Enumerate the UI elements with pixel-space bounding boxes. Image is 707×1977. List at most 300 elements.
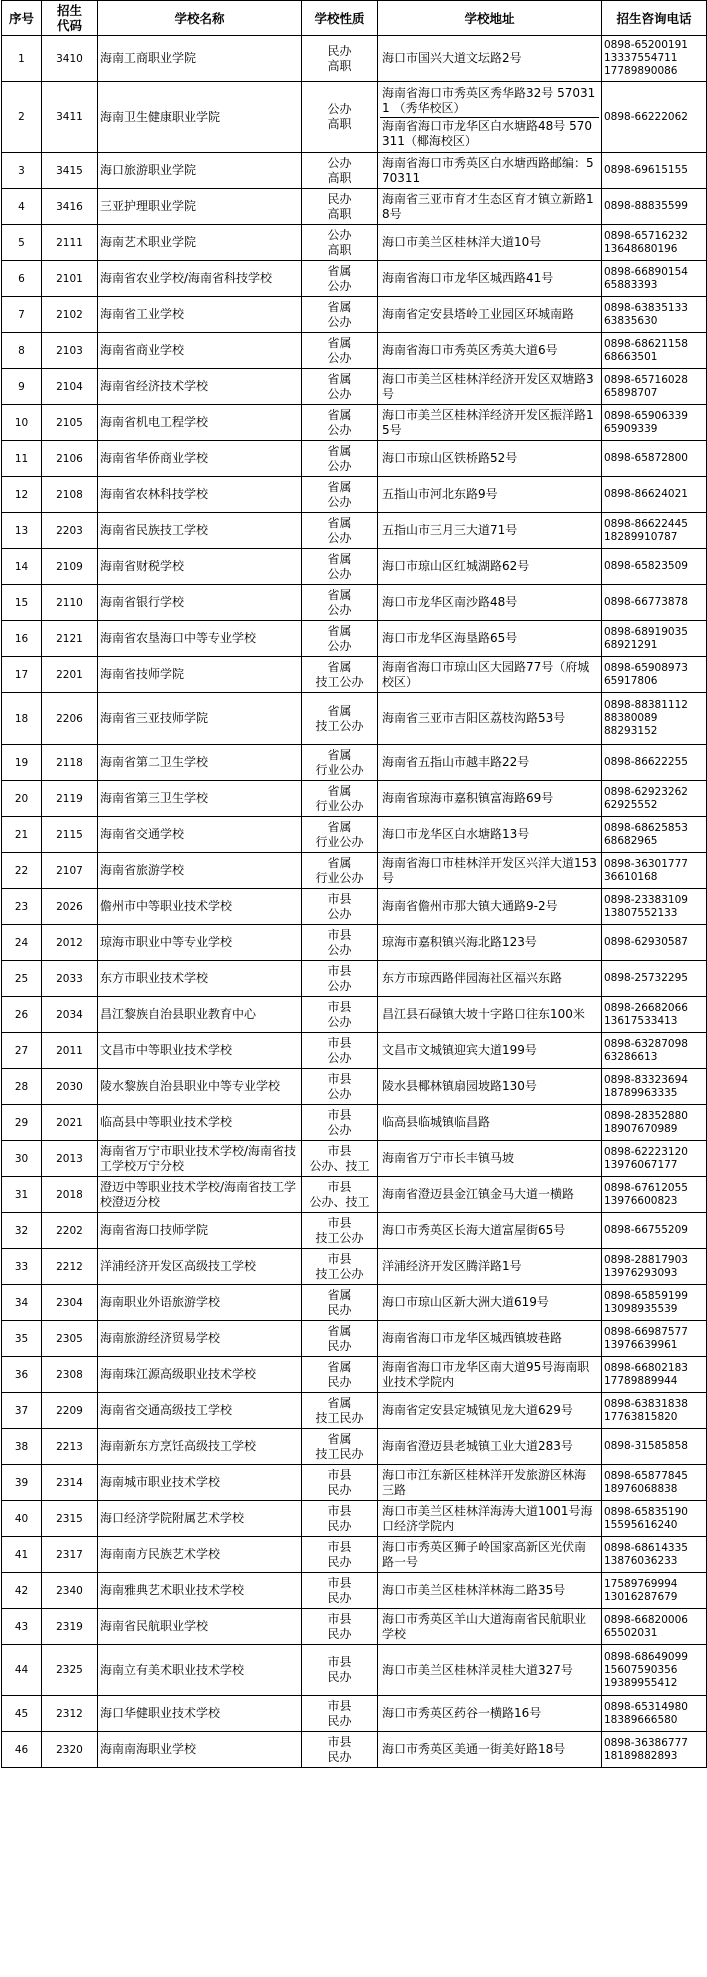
address-line: 海口市秀英区美通一街美好路18号 bbox=[382, 1742, 566, 1756]
address-line: 东方市琼西路伴园海社区福兴东路 bbox=[382, 971, 563, 985]
row-school-name: 东方市职业技术学校 bbox=[98, 961, 302, 997]
phone-number: 0898-66890154 bbox=[604, 265, 688, 278]
row-index: 6 bbox=[2, 261, 42, 297]
row-index: 8 bbox=[2, 333, 42, 369]
school-type-line: 省属 bbox=[327, 299, 352, 314]
row-index: 42 bbox=[2, 1573, 42, 1609]
school-type-line: 省属 bbox=[327, 783, 352, 798]
school-type-line: 公办 bbox=[327, 1014, 352, 1029]
row-code: 2320 bbox=[42, 1732, 98, 1768]
address-line: 海口市龙华区南沙路48号 bbox=[382, 595, 518, 609]
phone-number: 18189882893 bbox=[604, 1749, 678, 1762]
table-row bbox=[2, 549, 707, 585]
table-row bbox=[2, 1645, 707, 1696]
phone-number: 0898-88381112 bbox=[604, 699, 688, 711]
row-phone bbox=[602, 781, 707, 817]
table-row bbox=[2, 1213, 707, 1249]
row-index: 11 bbox=[2, 441, 42, 477]
school-type-line: 省属 bbox=[327, 1323, 352, 1338]
row-index: 1 bbox=[2, 36, 42, 82]
row-phone bbox=[602, 1249, 707, 1285]
table-row bbox=[2, 1573, 707, 1609]
phone-number: 0898-31585858 bbox=[604, 1440, 688, 1452]
row-index: 32 bbox=[2, 1213, 42, 1249]
row-index: 7 bbox=[2, 297, 42, 333]
phone-number: 18789963335 bbox=[604, 1086, 678, 1099]
address-line: 海南省海口市龙华区南大道95号海南职业技术学院内 bbox=[382, 1359, 590, 1389]
row-phone bbox=[602, 297, 707, 333]
row-school-address bbox=[378, 889, 602, 925]
row-index: 19 bbox=[2, 745, 42, 781]
row-phone bbox=[602, 1213, 707, 1249]
school-type-line: 市县 bbox=[327, 1575, 352, 1590]
address-line: 海南省澄迈县老城镇工业大道283号 bbox=[382, 1439, 573, 1453]
school-type-line: 省属 bbox=[327, 659, 352, 674]
row-phone bbox=[602, 1105, 707, 1141]
school-type-line: 市县 bbox=[327, 1698, 352, 1713]
table-row bbox=[2, 36, 707, 82]
table-row bbox=[2, 1249, 707, 1285]
table-row bbox=[2, 153, 707, 189]
school-type-line: 省属 bbox=[327, 587, 352, 602]
row-school-name: 海南省经济技术学校 bbox=[98, 369, 302, 405]
phone-number: 0898-62223120 bbox=[604, 1145, 688, 1158]
row-phone bbox=[602, 549, 707, 585]
school-type-line: 公办 bbox=[327, 422, 352, 437]
address-line: 海南省海口市龙华区城西路41号 bbox=[382, 271, 554, 285]
row-phone bbox=[602, 693, 707, 745]
row-code: 2106 bbox=[42, 441, 98, 477]
row-school-type bbox=[302, 441, 378, 477]
table-row bbox=[2, 513, 707, 549]
row-index: 21 bbox=[2, 817, 42, 853]
phone-number: 0898-65835190 bbox=[604, 1505, 688, 1518]
table-row bbox=[2, 781, 707, 817]
row-school-address bbox=[378, 1213, 602, 1249]
table-row bbox=[2, 189, 707, 225]
row-school-address bbox=[378, 36, 602, 82]
phone-number: 0898-88835599 bbox=[604, 200, 688, 212]
row-school-name: 琼海市职业中等专业学校 bbox=[98, 925, 302, 961]
phone-number: 0898-65716028 bbox=[604, 373, 688, 386]
school-type-line: 市县 bbox=[327, 891, 352, 906]
row-index: 10 bbox=[2, 405, 42, 441]
row-index: 9 bbox=[2, 369, 42, 405]
school-type-line: 高职 bbox=[327, 206, 352, 221]
row-school-address bbox=[378, 369, 602, 405]
row-code: 2115 bbox=[42, 817, 98, 853]
school-type-line: 省属 bbox=[327, 263, 352, 278]
row-school-address bbox=[378, 1465, 602, 1501]
phone-number: 13648680196 bbox=[604, 242, 678, 255]
row-index: 33 bbox=[2, 1249, 42, 1285]
phone-number: 0898-63835133 bbox=[604, 301, 688, 314]
row-school-name: 海南雅典艺术职业技术学校 bbox=[98, 1573, 302, 1609]
row-school-name: 海南职业外语旅游学校 bbox=[98, 1285, 302, 1321]
row-school-name: 海南省万宁市职业技术学校/海南省技工学校万宁分校 bbox=[98, 1141, 302, 1177]
table-row bbox=[2, 1732, 707, 1768]
phone-number: 0898-66222062 bbox=[604, 110, 688, 123]
school-type-line: 市县 bbox=[327, 1107, 352, 1122]
row-code: 2315 bbox=[42, 1501, 98, 1537]
address-line: 海口市秀英区狮子岭国家高新区光伏南路一号 bbox=[382, 1539, 587, 1569]
phone-number: 65917806 bbox=[604, 674, 658, 687]
row-phone bbox=[602, 1177, 707, 1213]
school-type-line: 省属 bbox=[327, 1359, 352, 1374]
row-phone bbox=[602, 1033, 707, 1069]
table-row bbox=[2, 997, 707, 1033]
phone-number: 19389955412 bbox=[604, 1676, 678, 1689]
row-school-type bbox=[302, 621, 378, 657]
school-type-line: 公办、技工 bbox=[309, 1194, 370, 1209]
phone-number: 0898-63831838 bbox=[604, 1397, 688, 1410]
row-index: 17 bbox=[2, 657, 42, 693]
row-school-name: 海南省农林科技学校 bbox=[98, 477, 302, 513]
row-index: 31 bbox=[2, 1177, 42, 1213]
row-phone bbox=[602, 1321, 707, 1357]
row-school-address bbox=[378, 1501, 602, 1537]
row-school-name: 临高县中等职业技术学校 bbox=[98, 1105, 302, 1141]
row-school-type bbox=[302, 1105, 378, 1141]
row-school-type bbox=[302, 1501, 378, 1537]
row-school-address bbox=[378, 657, 602, 693]
row-school-address bbox=[378, 82, 602, 153]
row-index: 28 bbox=[2, 1069, 42, 1105]
row-index: 44 bbox=[2, 1645, 42, 1696]
table-row bbox=[2, 1033, 707, 1069]
table-row bbox=[2, 477, 707, 513]
phone-number: 0898-65877845 bbox=[604, 1469, 688, 1482]
table-row bbox=[2, 1357, 707, 1393]
row-school-type bbox=[302, 1357, 378, 1393]
row-school-type bbox=[302, 1393, 378, 1429]
school-type-line: 市县 bbox=[327, 963, 352, 978]
row-school-name: 三亚护理职业学院 bbox=[98, 189, 302, 225]
row-school-name: 海南省海口技师学院 bbox=[98, 1213, 302, 1249]
row-school-type bbox=[302, 1696, 378, 1732]
row-phone bbox=[602, 153, 707, 189]
phone-number: 0898-66987577 bbox=[604, 1325, 688, 1338]
table-row bbox=[2, 441, 707, 477]
phone-number: 0898-65908973 bbox=[604, 661, 688, 674]
address-line: 海南省三亚市吉阳区荔枝沟路53号 bbox=[382, 711, 566, 725]
row-code: 3415 bbox=[42, 153, 98, 189]
school-type-line: 高职 bbox=[327, 242, 352, 257]
row-school-address bbox=[378, 1033, 602, 1069]
row-school-type bbox=[302, 1321, 378, 1357]
row-phone bbox=[602, 657, 707, 693]
row-code: 2119 bbox=[42, 781, 98, 817]
row-code: 2305 bbox=[42, 1321, 98, 1357]
school-type-line: 高职 bbox=[327, 58, 352, 73]
row-school-name: 海南艺术职业学院 bbox=[98, 225, 302, 261]
school-type-line: 技工公办 bbox=[315, 674, 364, 689]
phone-number: 0898-28817903 bbox=[604, 1253, 688, 1266]
phone-number: 68663501 bbox=[604, 350, 658, 363]
row-code: 2011 bbox=[42, 1033, 98, 1069]
address-line: 海南省海口市琼山区大园路77号（府城校区） bbox=[382, 659, 590, 689]
table-row bbox=[2, 369, 707, 405]
address-line: 洋浦经济开发区腾洋路1号 bbox=[382, 1259, 522, 1273]
row-phone bbox=[602, 1429, 707, 1465]
phone-number: 88293152 bbox=[604, 725, 658, 737]
row-school-address bbox=[378, 549, 602, 585]
row-code: 2101 bbox=[42, 261, 98, 297]
row-index: 3 bbox=[2, 153, 42, 189]
row-code: 2319 bbox=[42, 1609, 98, 1645]
address-line: 海口市江东新区桂林洋开发旅游区林海三路 bbox=[382, 1467, 587, 1497]
row-school-name: 海南南海职业学校 bbox=[98, 1732, 302, 1768]
address-line: 海口市国兴大道文坛路2号 bbox=[382, 51, 522, 65]
row-school-name: 海南省交通高级技工学校 bbox=[98, 1393, 302, 1429]
table-row bbox=[2, 1141, 707, 1177]
row-code: 2034 bbox=[42, 997, 98, 1033]
phone-number: 13976293093 bbox=[604, 1266, 678, 1279]
row-phone bbox=[602, 441, 707, 477]
phone-number: 68682965 bbox=[604, 834, 658, 847]
phone-number: 0898-63287098 bbox=[604, 1037, 688, 1050]
school-type-line: 市县 bbox=[327, 927, 352, 942]
phone-number: 0898-66802183 bbox=[604, 1361, 688, 1374]
row-school-name: 海口旅游职业学院 bbox=[98, 153, 302, 189]
school-type-line: 市县 bbox=[327, 1179, 352, 1194]
row-school-address bbox=[378, 1105, 602, 1141]
row-phone bbox=[602, 1537, 707, 1573]
school-type-line: 省属 bbox=[327, 551, 352, 566]
row-code: 2308 bbox=[42, 1357, 98, 1393]
school-type-line: 公办 bbox=[327, 1122, 352, 1137]
row-phone bbox=[602, 477, 707, 513]
address-line: 海口市秀英区药谷一横路16号 bbox=[382, 1706, 542, 1720]
row-school-type bbox=[302, 82, 378, 153]
row-school-type bbox=[302, 261, 378, 297]
school-type-line: 公办 bbox=[327, 566, 352, 581]
row-school-address bbox=[378, 961, 602, 997]
phone-number: 0898-25732295 bbox=[604, 972, 688, 984]
row-code: 2206 bbox=[42, 693, 98, 745]
school-type-line: 省属 bbox=[327, 855, 352, 870]
table-row bbox=[2, 1609, 707, 1645]
row-code: 2026 bbox=[42, 889, 98, 925]
phone-number: 36610168 bbox=[604, 870, 658, 883]
phone-number: 65898707 bbox=[604, 386, 658, 399]
row-school-name: 澄迈中等职业技术学校/海南省技工学校澄迈分校 bbox=[98, 1177, 302, 1213]
school-type-line: 公办 bbox=[327, 1086, 352, 1101]
address-line: 海南省定安县定城镇见龙大道629号 bbox=[382, 1403, 573, 1417]
row-index: 38 bbox=[2, 1429, 42, 1465]
phone-number: 0898-62930587 bbox=[604, 936, 688, 948]
row-code: 2209 bbox=[42, 1393, 98, 1429]
phone-number: 13976067177 bbox=[604, 1158, 678, 1171]
row-index: 39 bbox=[2, 1465, 42, 1501]
row-school-address bbox=[378, 997, 602, 1033]
phone-number: 0898-67612055 bbox=[604, 1181, 688, 1194]
row-school-type bbox=[302, 693, 378, 745]
table-row bbox=[2, 1501, 707, 1537]
school-type-line: 行业公办 bbox=[315, 834, 364, 849]
row-school-name: 海南省技师学院 bbox=[98, 657, 302, 693]
school-type-line: 民办 bbox=[327, 1554, 352, 1569]
address-line: 海口市秀英区羊山大道海南省民航职业学校 bbox=[382, 1611, 587, 1641]
row-school-name: 海南旅游经济贸易学校 bbox=[98, 1321, 302, 1357]
row-school-type bbox=[302, 997, 378, 1033]
row-phone bbox=[602, 745, 707, 781]
school-type-line: 省属 bbox=[327, 747, 352, 762]
row-school-type bbox=[302, 1141, 378, 1177]
phone-number: 13976600823 bbox=[604, 1194, 678, 1207]
row-index: 4 bbox=[2, 189, 42, 225]
address-line: 海南省海口市秀英区秀英大道6号 bbox=[382, 343, 558, 357]
row-school-address bbox=[378, 925, 602, 961]
row-phone bbox=[602, 961, 707, 997]
school-type-line: 公办 bbox=[327, 978, 352, 993]
row-phone bbox=[602, 925, 707, 961]
school-type-line: 公办 bbox=[327, 1050, 352, 1065]
school-type-line: 民办 bbox=[327, 1338, 352, 1353]
table-row bbox=[2, 961, 707, 997]
table-row bbox=[2, 261, 707, 297]
phone-number: 18976068838 bbox=[604, 1482, 678, 1495]
row-phone bbox=[602, 1141, 707, 1177]
address-line: 海口市龙华区白水塘路13号 bbox=[382, 827, 530, 841]
row-code: 2118 bbox=[42, 745, 98, 781]
table-row bbox=[2, 1285, 707, 1321]
row-index: 16 bbox=[2, 621, 42, 657]
table-body bbox=[2, 36, 707, 1768]
table-row bbox=[2, 1105, 707, 1141]
row-school-address bbox=[378, 225, 602, 261]
phone-number: 65883393 bbox=[604, 278, 658, 291]
row-index: 40 bbox=[2, 1501, 42, 1537]
school-type-line: 公办 bbox=[327, 278, 352, 293]
row-index: 5 bbox=[2, 225, 42, 261]
phone-number: 0898-36301777 bbox=[604, 857, 688, 870]
row-school-name: 海南工商职业学院 bbox=[98, 36, 302, 82]
row-school-address bbox=[378, 1141, 602, 1177]
row-code: 2107 bbox=[42, 853, 98, 889]
row-code: 2304 bbox=[42, 1285, 98, 1321]
address-line: 海口市美兰区桂林洋大道10号 bbox=[382, 235, 542, 249]
school-type-line: 高职 bbox=[327, 117, 352, 131]
row-code: 2104 bbox=[42, 369, 98, 405]
row-index: 12 bbox=[2, 477, 42, 513]
row-index: 41 bbox=[2, 1537, 42, 1573]
row-school-type bbox=[302, 1609, 378, 1645]
row-school-address bbox=[378, 853, 602, 889]
row-index: 14 bbox=[2, 549, 42, 585]
header-code-line-2: 代码 bbox=[56, 18, 82, 33]
row-school-type bbox=[302, 513, 378, 549]
school-type-line: 市县 bbox=[327, 1503, 352, 1518]
address-line: 海南省万宁市长丰镇马坡 bbox=[382, 1151, 515, 1165]
row-index: 29 bbox=[2, 1105, 42, 1141]
row-phone bbox=[602, 1573, 707, 1609]
phone-number: 62925552 bbox=[604, 798, 658, 811]
row-school-type bbox=[302, 853, 378, 889]
table-row bbox=[2, 657, 707, 693]
school-type-line: 公办、技工 bbox=[309, 1158, 370, 1173]
row-school-type bbox=[302, 745, 378, 781]
row-school-name: 洋浦经济开发区高级技工学校 bbox=[98, 1249, 302, 1285]
school-type-line: 公办 bbox=[327, 942, 352, 957]
row-school-type bbox=[302, 549, 378, 585]
phone-number: 0898-65314980 bbox=[604, 1700, 688, 1713]
row-school-name: 海南城市职业技术学校 bbox=[98, 1465, 302, 1501]
school-type-line: 公办 bbox=[327, 906, 352, 921]
school-type-line: 省属 bbox=[327, 623, 352, 638]
row-code: 2105 bbox=[42, 405, 98, 441]
school-type-line: 公办 bbox=[327, 155, 352, 170]
table-row bbox=[2, 1069, 707, 1105]
phone-number: 0898-66773878 bbox=[604, 596, 688, 608]
phone-number: 0898-86624021 bbox=[604, 488, 688, 500]
row-code: 2103 bbox=[42, 333, 98, 369]
school-type-line: 省属 bbox=[327, 371, 352, 386]
row-school-type bbox=[302, 1732, 378, 1768]
table-row bbox=[2, 1465, 707, 1501]
phone-number: 0898-68649099 bbox=[604, 1650, 688, 1663]
row-phone bbox=[602, 369, 707, 405]
row-school-name: 海南省机电工程学校 bbox=[98, 405, 302, 441]
row-code: 2213 bbox=[42, 1429, 98, 1465]
row-index: 24 bbox=[2, 925, 42, 961]
school-type-line: 技工公办 bbox=[315, 1266, 364, 1281]
phone-number: 13976639961 bbox=[604, 1338, 678, 1351]
school-type-line: 市县 bbox=[327, 1035, 352, 1050]
phone-number: 63835630 bbox=[604, 314, 658, 327]
row-school-type bbox=[302, 1573, 378, 1609]
row-index: 18 bbox=[2, 693, 42, 745]
row-phone bbox=[602, 1069, 707, 1105]
row-phone bbox=[602, 405, 707, 441]
row-school-address bbox=[378, 297, 602, 333]
row-phone bbox=[602, 585, 707, 621]
row-index: 2 bbox=[2, 82, 42, 153]
schools-table bbox=[1, 0, 707, 1768]
row-school-name: 陵水黎族自治县职业中等专业学校 bbox=[98, 1069, 302, 1105]
phone-number: 68921291 bbox=[604, 638, 658, 651]
school-type-line: 省属 bbox=[327, 515, 352, 530]
phone-number: 0898-65872800 bbox=[604, 452, 688, 464]
address-line: 海口市美兰区桂林洋林海二路35号 bbox=[382, 1583, 566, 1597]
row-school-address bbox=[378, 1285, 602, 1321]
row-phone bbox=[602, 82, 707, 153]
phone-number: 17789890086 bbox=[604, 65, 678, 77]
school-type-line: 公办 bbox=[327, 350, 352, 365]
row-school-name: 儋州市中等职业技术学校 bbox=[98, 889, 302, 925]
phone-number: 15607590356 bbox=[604, 1663, 678, 1676]
table-row bbox=[2, 693, 707, 745]
row-school-address bbox=[378, 1177, 602, 1213]
row-code: 2102 bbox=[42, 297, 98, 333]
row-phone bbox=[602, 261, 707, 297]
row-phone bbox=[602, 1645, 707, 1696]
school-type-line: 民办 bbox=[327, 1713, 352, 1728]
school-type-line: 省属 bbox=[327, 443, 352, 458]
row-index: 26 bbox=[2, 997, 42, 1033]
row-code: 2108 bbox=[42, 477, 98, 513]
row-school-address bbox=[378, 477, 602, 513]
address-line: 陵水县椰林镇扇园坡路130号 bbox=[382, 1079, 537, 1093]
row-code: 2111 bbox=[42, 225, 98, 261]
header-school-name: 学校名称 bbox=[98, 1, 302, 36]
row-phone bbox=[602, 621, 707, 657]
table-row bbox=[2, 1321, 707, 1357]
row-code: 2013 bbox=[42, 1141, 98, 1177]
table-row bbox=[2, 925, 707, 961]
phone-number: 0898-83323694 bbox=[604, 1073, 688, 1086]
row-phone bbox=[602, 1357, 707, 1393]
